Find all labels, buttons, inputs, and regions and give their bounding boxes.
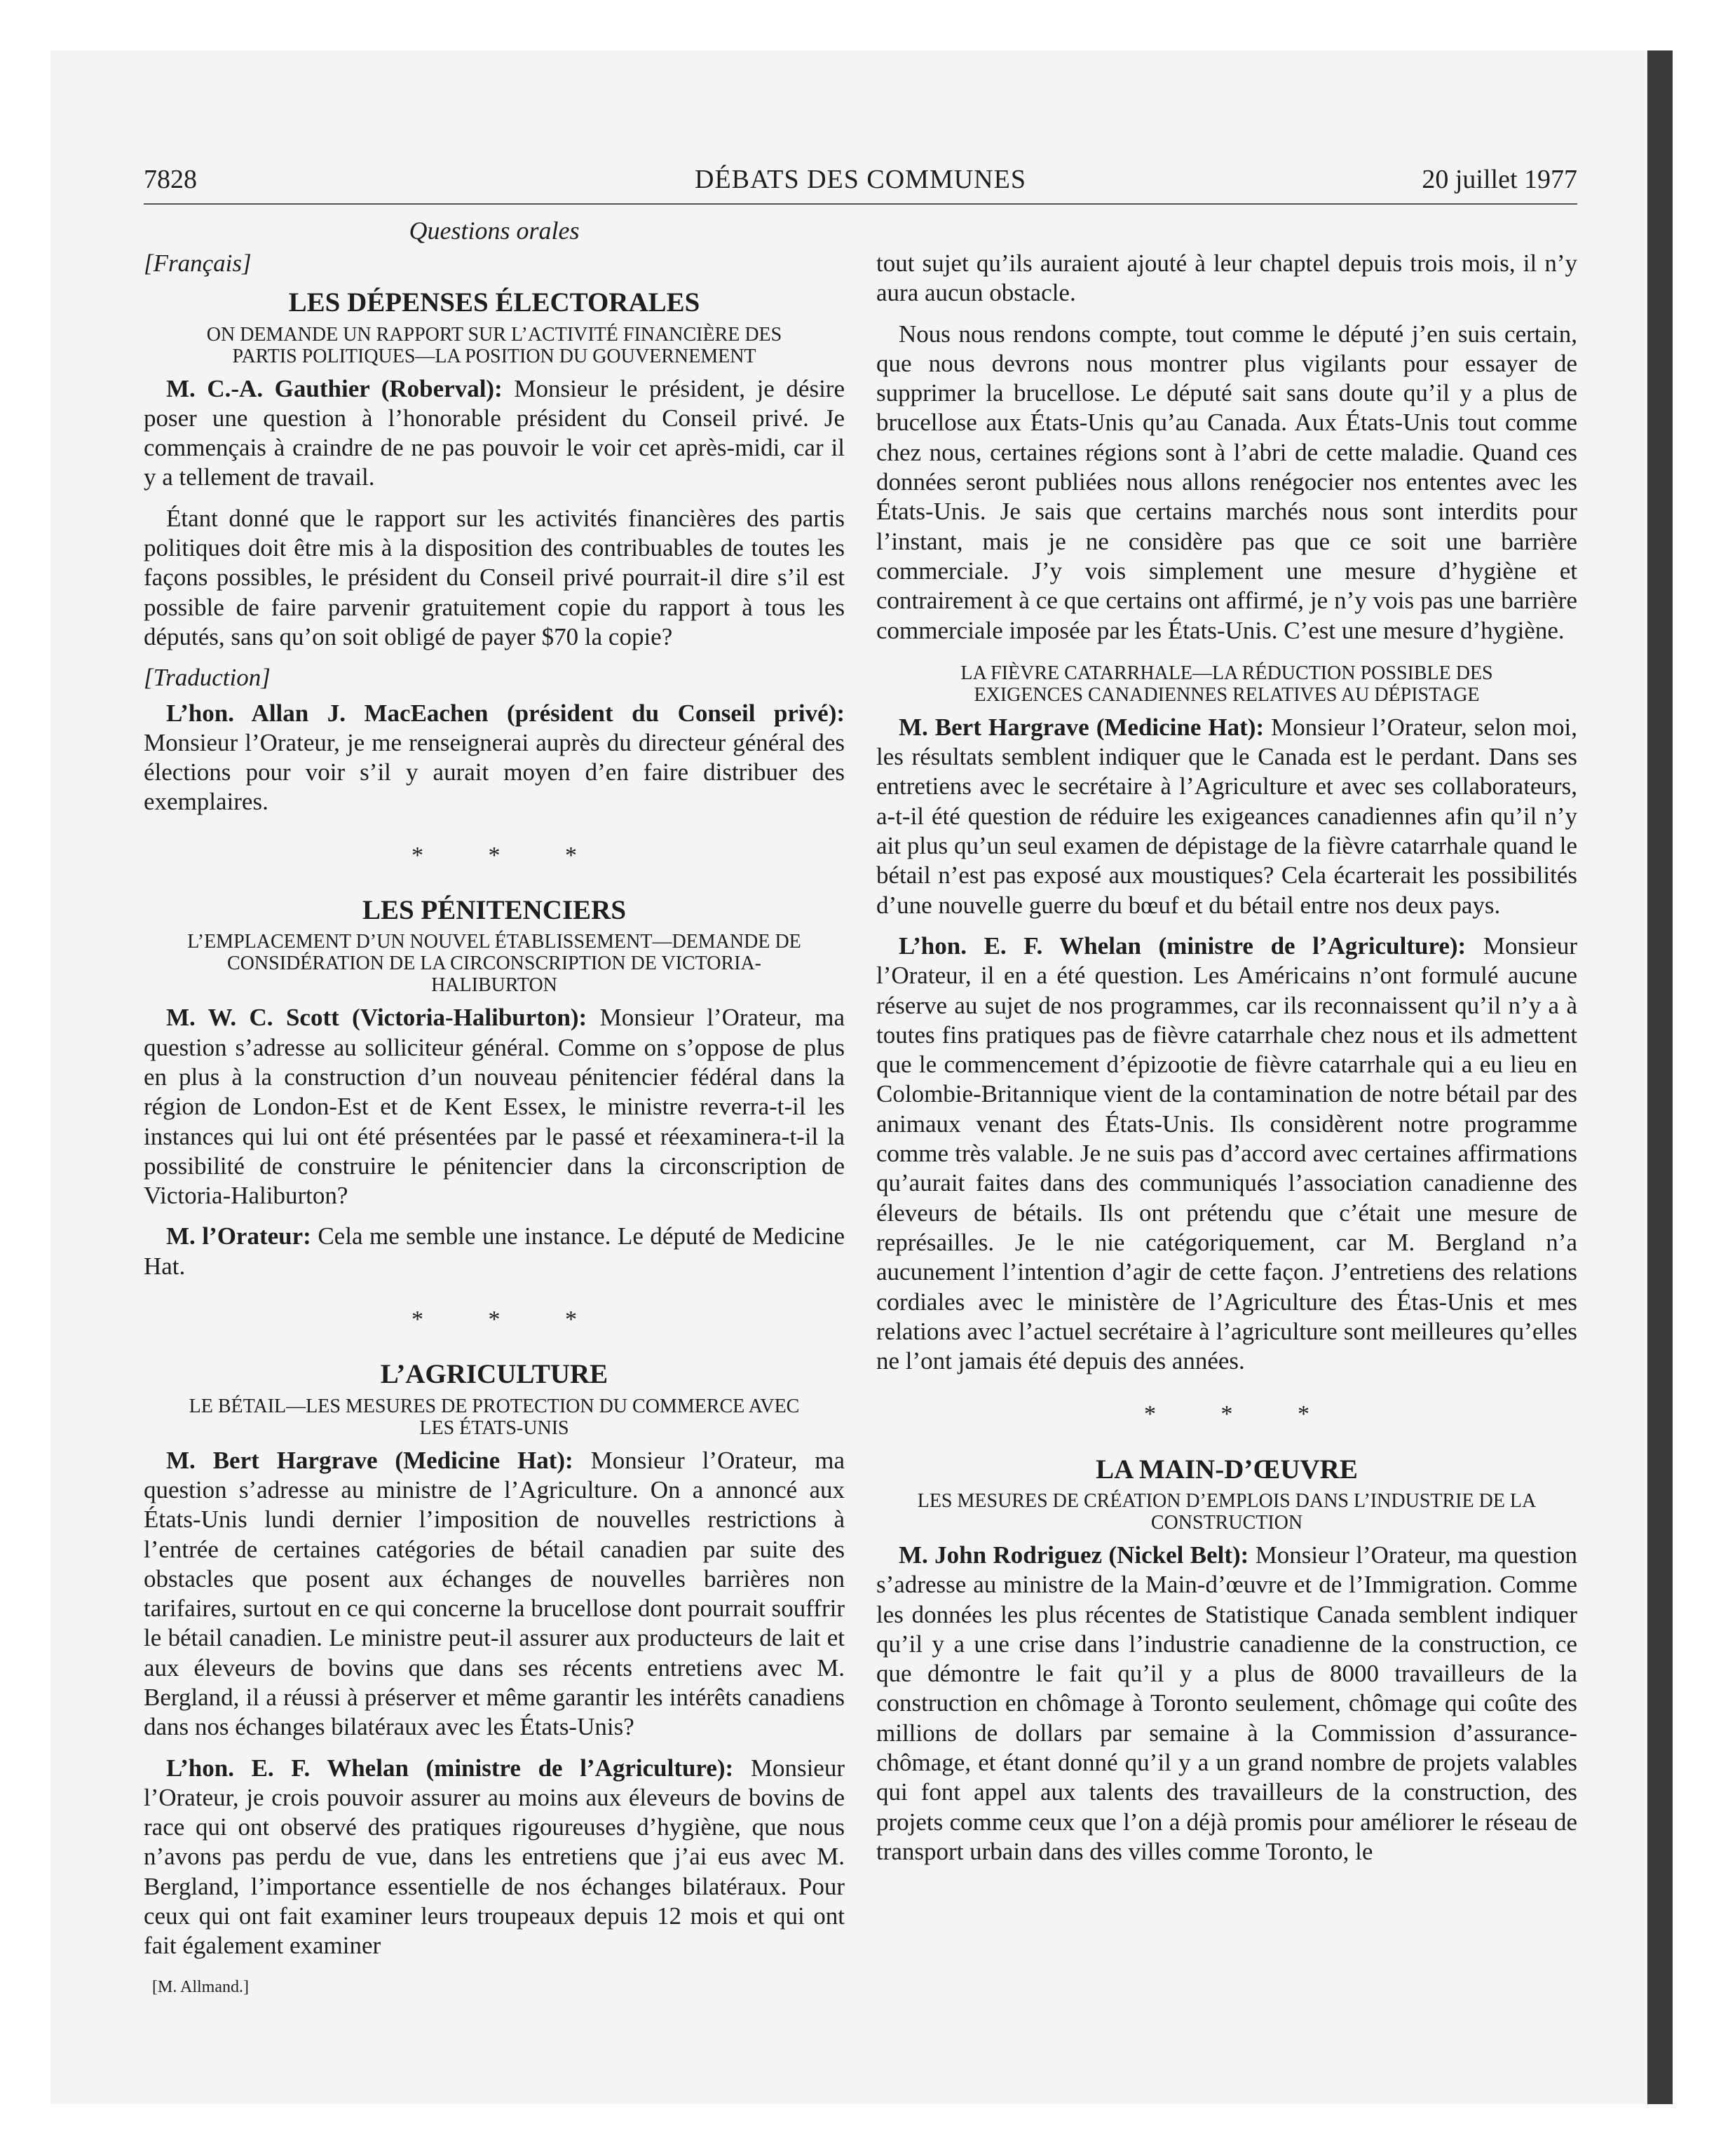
- language-marker: [Français]: [144, 250, 252, 277]
- paragraph: [144, 699, 845, 817]
- paragraph-text: Cela me semble une instance. Le député de Medicine Hat.: [144, 1222, 845, 1280]
- paragraph-text: Monsieur l’Orateur, ma question s’adresse au ministre de la Main-d’œuvre et de l’Immigration. Comme les données les plus récentes de Statistique Canada semblent indiquer qu’il y a une crise dans l’industrie canadienne de la construction, ce que démontre le fait qu’il y a plus de 8000 travailleurs de la construction en chômage à Toronto seulement, chômage qui coûte des millions de dollars par semaine à la Commission d’assurance-chômage, et étant donné qu’il y a un grand nombre de projets valables qui font appel aux talents des travailleurs de la construction, des projets comme ceux que l’on a déjà promis pour améliorer le réseau de transport urbain dans des villes comme Toronto, le: [876, 1541, 1577, 1865]
- paragraph-text: Monsieur l’Orateur, ma question s’adresse au solliciteur général. Comme on s’oppose de plus en plus à la construction d’un nouveau pénitencier fédéral dans la région de London-Est et de Kent Essex, le ministre reverra-t-il les instances qui lui ont été présentées par le passé et réexaminera-t-il la possibilité de construire le pénitencier dans la circonscription de Victoria-Haliburton?: [144, 1004, 845, 1210]
- section-subtitle: LA FIÈVRE CATARRHALE—LA RÉDUCTION POSSIBLE DES EXIGENCES CANADIENNES RELATIVES AU DÉPISTAGE: [960, 662, 1493, 706]
- paragraph-text: Étant donné que le rapport sur les activités financières des partis politiques doit être mis à la disposition des contribuables de toutes les façons possibles, le président du Conseil privé pourrait-il dire s’il est possible de faire parvenir gratuitement copie du rapport à tous les députés, sans qu’on soit obligé de payer $70 la copie?: [144, 504, 845, 650]
- speaker-name: M. Bert Hargrave (Medicine Hat):: [166, 1446, 573, 1474]
- paragraph-text: Monsieur l’Orateur, selon moi, les résultats semblent indiquer que le Canada est le perdant. Dans ses entretiens avec le secrétaire à l’Agriculture et avec ses collaborateurs, a-t-il été question de réduire les exigeances canadiennes afin qu’il n’y ait plus qu’un seul examen de dépistage de la fièvre catarrhale quand le bétail n’est pas exposé aux moustiques? Cela écarterait les possibilités d’une nouvelle guerre du bœuf et du bétail entre nos deux pays.: [876, 713, 1578, 919]
- language-marker: [Traduction]: [144, 664, 271, 692]
- paragraph-text: tout sujet qu’ils auraient ajouté à leur chaptel depuis trois mois, il n’y aura aucun obstacle.: [876, 250, 1577, 307]
- section-separator: * * *: [1144, 1401, 1339, 1428]
- paragraph-text: Monsieur l’Orateur, il en a été question. Les Américains n’ont formulé aucune réserve au sujet de nos programmes, car ils reconnaissent qu’il n’y a à toutes fins pratiques pas de fièvre catarrhale chez nous et ils admettent que le commencement d’épizootie de fièvre catarrhale qui a eu lieu en Colombie-Britannique vient de la contamination de notre bétail par des animaux venant des États-Unis. Ils considèrent notre programme comme très valable. Je ne suis pas d’accord avec certaines affirmations qu’aurait faites dans des communiqués l’association canadienne des éleveurs de bétails. Ils ont prétendu que c’était une mesure de représailles. Je le nie catégoriquement, car M. Bergland n’a aucunement l’intention d’agir de cette façon. J’entretiens des relations cordiales avec le ministère de l’Agriculture des Étas-Unis et mes relations avec l’actuel secrétaire à l’agriculture sont meilleures qu’elles ne l’ont jamais été depuis des années.: [876, 932, 1577, 1375]
- section-title: L’AGRICULTURE: [380, 1359, 608, 1390]
- paragraph: [876, 932, 1577, 1376]
- paragraph-text: Monsieur le président, je désire poser une question à l’honorable président du Conseil privé. Je commençais à craindre de ne pas pouvoir le voir cet après-midi, car il y a tellement de travail.: [144, 374, 845, 491]
- paragraph-text: Nous nous rendons compte, tout comme le député j’en suis certain, que nous devrons nous montrer plus vigilants pour essayer de supprimer la brucellose. Le député sait sans doute qu’il y a plus de brucellose aux États-Unis qu’au Canada. Aux États-Unis tout comme chez nous, certaines régions sont à l’abri de cette maladie. Quand ces données seront publiées nous allons renégocier nos ententes avec les États-Unis. Je sais que certains marchés nous sont interdits pour l’instant, mais je ne considère pas que ce soit une barrière commerciale. J’y vois simplement une mesure d’hygiène et contrairement à ce que certains ont affirmé, je n’y vois pas une barrière commerciale imposée par les États-Unis. C’est une mesure d’hygiène.: [876, 320, 1577, 644]
- section-subtitle: LE BÉTAIL—LES MESURES DE PROTECTION DU COMMERCE AVEC LES ÉTATS-UNIS: [189, 1395, 800, 1439]
- scan-edge-shadow: [1647, 50, 1673, 2104]
- section-title: LES DÉPENSES ÉLECTORALES: [288, 287, 700, 318]
- speaker-name: M. C.-A. Gauthier (Roberval):: [166, 374, 503, 402]
- section-title: LA MAIN-D’ŒUVRE: [1096, 1454, 1358, 1485]
- paragraph-text: Monsieur l’Orateur, je me renseignerai auprès du directeur général des élections pour voir s’il y aurait moyen d’en faire distribuer des exemplaires.: [144, 728, 845, 816]
- publication-title: DÉBATS DES COMMUNES: [695, 165, 1026, 194]
- speaker-name: M. Bert Hargrave (Medicine Hat):: [899, 713, 1265, 741]
- right-column: [876, 249, 1577, 1878]
- left-column: [144, 249, 845, 2002]
- section-separator: * * *: [411, 1306, 606, 1333]
- paragraph: [876, 1541, 1577, 1867]
- section-subtitle: ON DEMANDE UN RAPPORT SUR L’ACTIVITÉ FINANCIÈRE DES PARTIS POLITIQUES—LA POSITION DU GOUVERNEMENT: [206, 323, 782, 367]
- paragraph-text: Monsieur l’Orateur, ma question s’adresse au ministre de l’Agriculture. On a annoncé aux États-Unis lundi dernier l’imposition de nouvelles restrictions à l’entrée de certaines catégories de bétail canadien par suite des obstacles que posent aux échanges de nouvelles barrières non tarifaires, surtout en ce qui concerne la brucellose dont pourrait souffrir le bétail canadien. Le ministre peut-il assurer aux producteurs de lait et aux éleveurs de bovins que dans ses récents entretiens avec M. Bergland, il a réussi à préserver et même garantir les intérêts canadiens dans nos échanges bilatéraux avec les États-Unis?: [144, 1446, 845, 1741]
- publication-date: 20 juillet 1977: [1422, 165, 1577, 194]
- paragraph: [144, 1222, 845, 1281]
- page-number: 7828: [144, 165, 197, 194]
- paragraph: [876, 320, 1577, 646]
- paragraph: [144, 504, 845, 652]
- paragraph: [144, 1003, 845, 1210]
- speaker-name: L’hon. E. F. Whelan (ministre de l’Agriculture):: [166, 1754, 734, 1782]
- section-subtitle: LES MESURES DE CRÉATION D’EMPLOIS DANS L’INDUSTRIE DE LA CONSTRUCTION: [917, 1489, 1537, 1534]
- speaker-name: L’hon. E. F. Whelan (ministre de l’Agriculture):: [899, 932, 1467, 960]
- page-header: [144, 161, 1577, 205]
- section-subtitle: L’EMPLACEMENT D’UN NOUVEL ÉTABLISSEMENT—DEMANDE DE CONSIDÉRATION DE LA CIRCONSCRIPTION DE VICTORIA-HALIBURTON: [187, 931, 801, 997]
- speaker-name: L’hon. Allan J. MacEachen (président du Conseil privé):: [166, 699, 845, 727]
- paragraph: [876, 713, 1577, 920]
- paragraph: [144, 374, 845, 493]
- paragraph: [144, 1446, 845, 1742]
- section-title: LES PÉNITENCIERS: [362, 895, 627, 926]
- paragraph: [876, 249, 1577, 308]
- paragraph-text: Monsieur l’Orateur, je crois pouvoir assurer au moins aux éleveurs de bovins de race qui ont observé des pratiques rigoureuses d’hygiène, que nous n’avons pas perdu de vue, dans les entretiens que j’ai eus avec M. Bergland, l’importance essentielle de nos échanges bilatéraux. Pour ceux qui ont fait examiner leurs troupeaux depuis 12 mois et qui ont fait également examiner: [144, 1754, 845, 1960]
- speaker-name: M. l’Orateur:: [166, 1222, 311, 1250]
- footnote: [M. Allmand.]: [152, 1977, 249, 1996]
- speaker-name: M. John Rodriguez (Nickel Belt):: [899, 1541, 1249, 1569]
- speaker-name: M. W. C. Scott (Victoria-Haliburton):: [166, 1004, 587, 1032]
- paragraph: [144, 1754, 845, 1961]
- section-separator: * * *: [411, 842, 606, 868]
- section-rubric: Questions orales: [409, 217, 580, 245]
